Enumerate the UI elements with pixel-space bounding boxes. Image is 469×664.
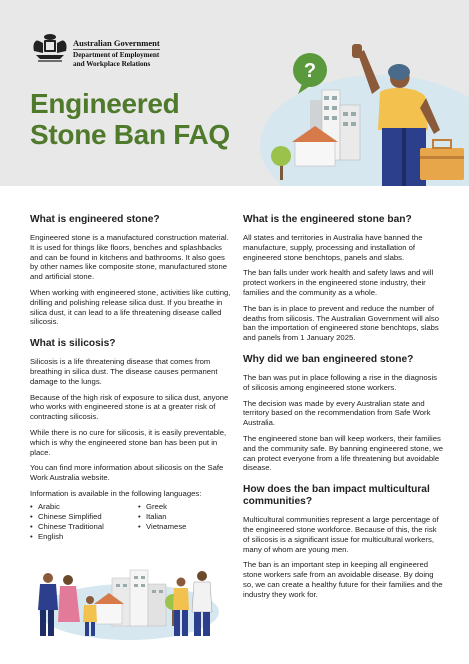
paragraph: You can find more information about silicosis on the Safe Work Australia website. xyxy=(30,463,224,483)
list-item: • Arabic xyxy=(30,502,138,512)
list-item: • Chinese Traditional xyxy=(30,522,138,532)
right-column xyxy=(243,214,443,606)
paragraph: All states and territories in Australia have banned the manufacture, supply, processing and installation of engineered stone benchtops, panels and slabs. xyxy=(243,233,423,262)
government-logo xyxy=(30,31,160,69)
section-heading: What is silicosis? xyxy=(30,338,116,350)
paragraph: When working with engineered stone, activities like cutting, drilling and polishing release silica dust. If you breathe in silica dust, it can lead to a life threatening disease called silicosis. xyxy=(30,287,231,327)
list-item: • Vietnamese xyxy=(138,522,228,532)
department-line-2: and Workplace Relations xyxy=(73,60,151,68)
paragraph: The decision was made by every Australian state and territory based on the recommendation from Safe Work Australia. xyxy=(243,398,431,428)
title-line-1: Engineered xyxy=(30,88,180,119)
hero-illustration xyxy=(240,30,469,186)
question-mark: ? xyxy=(303,60,317,82)
section-heading: Why did we ban engineered stone? xyxy=(243,353,414,365)
section-heading: What is the engineered stone ban? xyxy=(243,214,412,225)
list-item: • English xyxy=(30,532,138,542)
paragraph: Silicosis is a life threatening disease that comes from breathing in silica dust. The disease causes permanent damage to the lungs. xyxy=(30,357,218,386)
government-name: Australian Government xyxy=(73,38,160,48)
paragraph: Engineered stone is a manufactured construction material. It is used for things like floors, benches and splashbacks and can be found in kitchens and bathrooms. It also goes by other names like composite stone, manufactured stone and artificial stone. xyxy=(30,233,229,282)
section-heading: How does the ban impact multicultural communities? xyxy=(243,484,430,508)
paragraph: The engineered stone ban will keep workers, their families and the community safe. By banning engineered stone, we can protect everyone from a life threatening but avoidable disease. xyxy=(243,433,444,473)
city-buildings-icon xyxy=(94,570,166,626)
department-line-1: Department of Employment xyxy=(73,51,160,59)
paragraph: Because of the high risk of exposure to silica dust, anyone who works with engineered stone is at a greater risk of contracting silicosis. xyxy=(30,392,229,422)
section-heading: What is engineered stone? xyxy=(30,214,160,225)
list-item: • Chinese Simplified xyxy=(30,512,138,522)
list-item: • Greek xyxy=(138,502,228,512)
paragraph: The ban is an important step in keeping all engineered stone workers safe from an avoidable disease. By doing so, we can create a healthy future for their families and the industry they work for. xyxy=(243,560,443,599)
paragraph: Information is available in the following languages: xyxy=(30,488,202,498)
paragraph: While there is no cure for silicosis, it is easily preventable, which is why the engineered stone ban has been put in place. xyxy=(30,427,227,457)
coat-of-arms-icon xyxy=(30,31,70,63)
hero-banner xyxy=(0,0,469,186)
left-column xyxy=(30,214,235,542)
language-list xyxy=(30,502,235,542)
paragraph: The ban was put in place following a rise in the diagnosis of silicosis among engineered stone workers. xyxy=(243,372,438,392)
paragraph: The ban falls under work health and safety laws and will protect workers in the engineered stone industry, their families and the community as a whole. xyxy=(243,268,434,297)
paragraph: The ban is in place to prevent and reduce the number of deaths from silicosis. The Australian Government will also ban the importation of engineered stone benchtops, slabs and panels from 1 January 2025. xyxy=(243,303,439,343)
department-name xyxy=(73,49,160,69)
community-illustration xyxy=(34,560,224,640)
title-line-2: Stone Ban FAQ xyxy=(30,119,230,150)
paragraph: Multicultural communities represent a large percentage of the engineered stone workforce. Because of this, the risk of silicosis is a significant issue for multicultural workers, many of whom are young men. xyxy=(243,515,439,554)
list-item: • Italian xyxy=(138,512,228,522)
